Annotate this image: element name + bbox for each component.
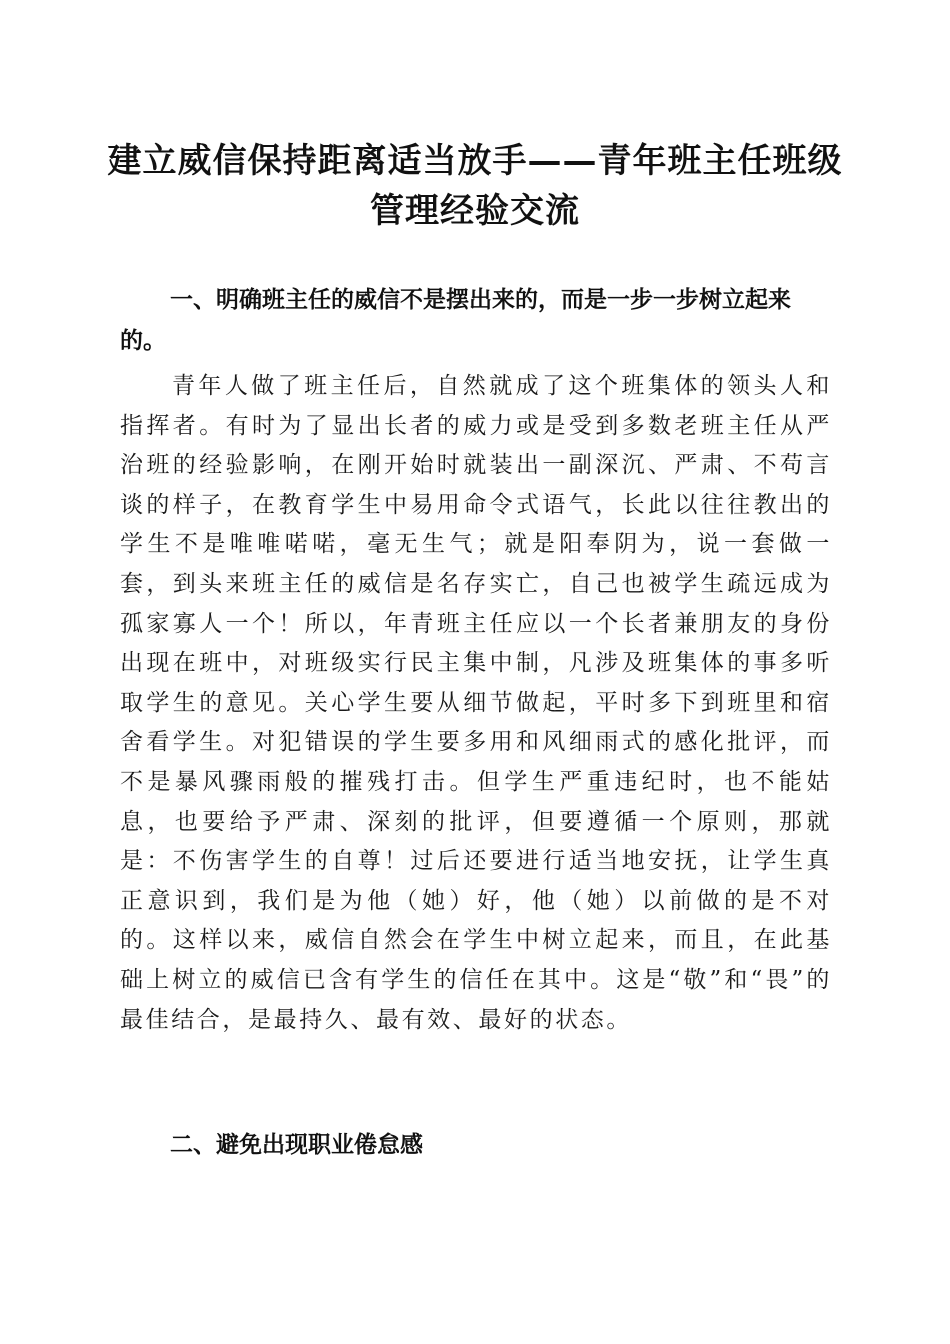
document-title: 建立威信保持距离适当放手——青年班主任班级管理经验交流 bbox=[107, 141, 843, 231]
section-heading-2: 二、避免出现职业倦怠感 bbox=[170, 1132, 423, 1158]
section-heading-1: 一、明确班主任的威信不是摆出来的，而是一步一步树立起来的。 bbox=[120, 287, 791, 354]
section-1-paragraph: 青年人做了班主任后，自然就成了这个班集体的领头人和指挥者。有时为了显出长者的威力或是受到多数老班主任从严治班的经验影响，在刚开始时就装出一副深沉、严肃、不苟言谈的样子，在教育学生中易用命令式语气，长此以往往教出的学生不是唯唯喏喏，毫无生气；就是阳奉阴为，说一套做一套，到头来班主任的威信是名存实亡，自己也被学生疏远成为孤家寡人一个！所以，年青班主任应以一个长者兼朋友的身份出现在班中，对班级实行民主集中制，凡涉及班集体的事多听取学生的意见。关心学生要从细节做起，平时多下到班里和宿舍看学生。对犯错误的学生要多用和风细雨式的感化批评，而不是暴风骤雨般的摧残打击。但学生严重违纪时，也不能姑息，也要给予严肃、深刻的批评，但要遵循一个原则，那就是：不伤害学生的自尊！过后还要进行适当地安抚，让学生真正意识到，我们是为他（她）好，他（她）以前做的是不对的。这样以来，威信自然会在学生中树立起来，而且，在此基础上树立的威信已含有学生的信任在其中。这是“敬”和“畏”的最佳结合，是最持久、最有效、最好的状态。 bbox=[120, 373, 832, 1033]
